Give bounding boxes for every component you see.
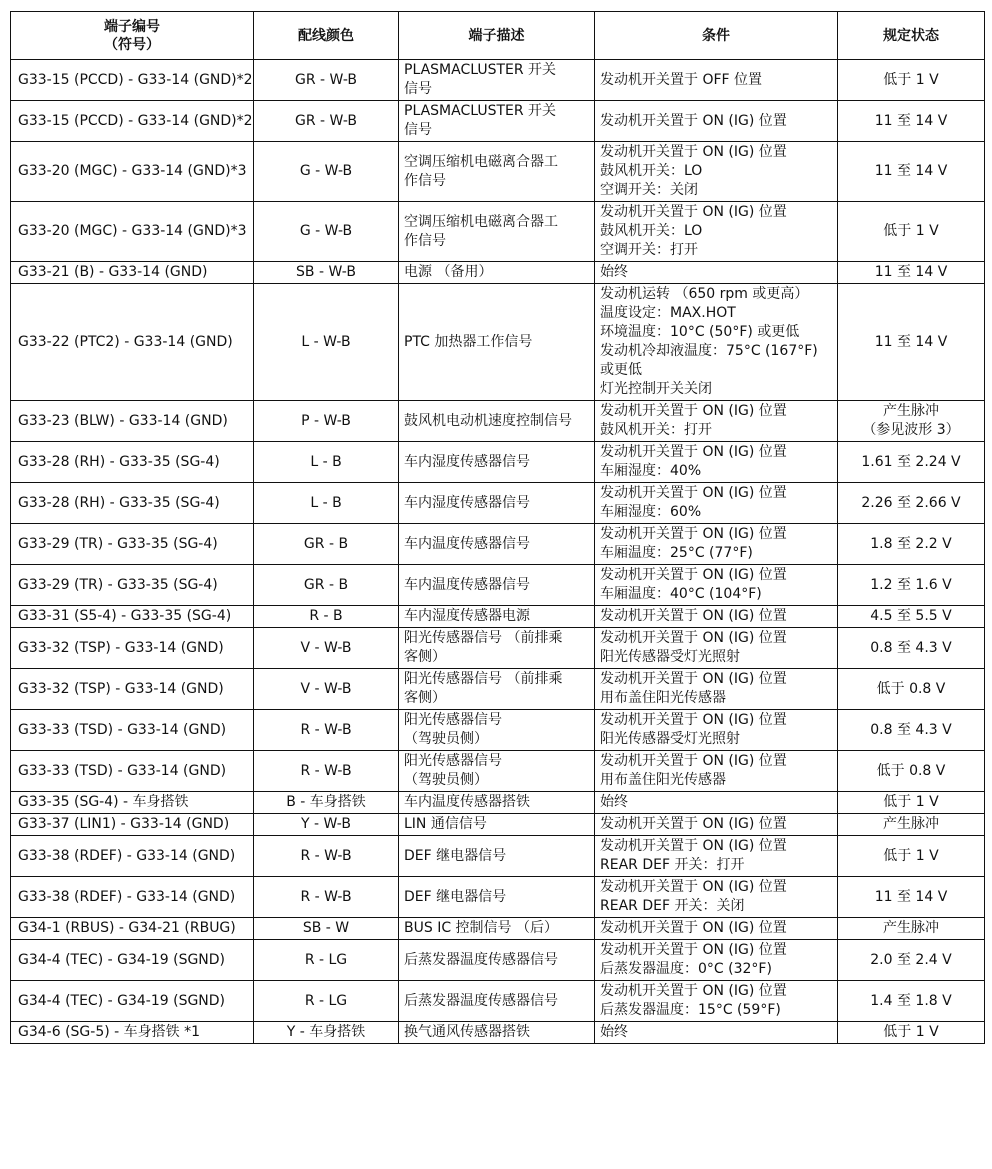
condition-cell-line: 温度设定：MAX.HOT <box>600 305 736 321</box>
condition-cell-line: 空调开关：打开 <box>600 242 698 258</box>
condition-cell-line: 或更低 <box>600 362 642 378</box>
description-cell-line: 阳光传感器信号 <box>404 753 502 769</box>
table-row <box>11 565 985 606</box>
specified-condition-cell <box>838 483 985 524</box>
specified-condition-cell-line: 1.4 至 1.8 V <box>870 992 952 1009</box>
terminal-cell: G33-32 (TSP) - G33-14 (GND) <box>11 628 254 669</box>
specified-condition-cell-line: 2.26 至 2.66 V <box>861 494 961 511</box>
condition-cell <box>595 262 838 284</box>
wiring-color-cell: Y - 车身搭铁 <box>254 1022 399 1044</box>
table-row <box>11 262 985 284</box>
description-cell <box>399 628 595 669</box>
wiring-color-cell: R - W-B <box>254 877 399 918</box>
description-cell-line: 阳光传感器信号 （前排乘 <box>404 630 563 646</box>
description-cell-line: （驾驶员侧） <box>404 772 488 788</box>
condition-cell-line: 发动机开关置于 ON (IG) 位置 <box>600 567 787 583</box>
table-row <box>11 940 985 981</box>
terminal-cell: G33-38 (RDEF) - G33-14 (GND) <box>11 836 254 877</box>
condition-cell-line: 发动机开关置于 ON (IG) 位置 <box>600 630 787 646</box>
specified-condition-cell <box>838 710 985 751</box>
specified-condition-cell <box>838 669 985 710</box>
table-header-row <box>11 12 985 60</box>
specified-condition-cell-line: 1.8 至 2.2 V <box>870 535 952 552</box>
terminal-cell: G33-20 (MGC) - G33-14 (GND)*3 <box>11 142 254 202</box>
description-cell-line: 作信号 <box>404 172 446 189</box>
condition-cell-line: 发动机开关置于 ON (IG) 位置 <box>600 204 787 220</box>
terminal-cell: G33-29 (TR) - G33-35 (SG-4) <box>11 565 254 606</box>
specified-condition-cell <box>838 1022 985 1044</box>
condition-cell-line: 灯光控制开关关闭 <box>600 381 712 397</box>
description-cell-line: PLASMACLUSTER 开关 <box>404 103 557 119</box>
condition-cell <box>595 877 838 918</box>
condition-cell-line: 发动机开关置于 ON (IG) 位置 <box>600 753 787 769</box>
table-row <box>11 814 985 836</box>
description-cell-line: 车内温度传感器信号 <box>404 576 530 593</box>
specified-condition-cell-line: 11 至 14 V <box>874 333 948 350</box>
wiring-color-cell: R - LG <box>254 940 399 981</box>
table-row <box>11 1022 985 1044</box>
description-cell-line: PLASMACLUSTER 开关 <box>404 62 557 78</box>
table-row <box>11 918 985 940</box>
specified-condition-cell-line: 11 至 14 V <box>874 163 948 179</box>
wiring-color-cell: R - B <box>254 606 399 628</box>
specified-condition-cell <box>838 836 985 877</box>
terminal-inspection-table <box>10 11 985 1044</box>
specified-condition-cell-line: 产生脉冲 <box>883 920 939 936</box>
condition-cell <box>595 284 838 401</box>
condition-cell <box>595 1022 838 1044</box>
description-cell-line: 电源 （备用） <box>404 264 493 280</box>
specified-condition-cell-line: 0.8 至 4.3 V <box>870 721 952 738</box>
specified-condition-cell <box>838 981 985 1022</box>
wiring-color-cell: L - W-B <box>254 284 399 401</box>
table-body <box>11 60 985 1044</box>
description-cell <box>399 792 595 814</box>
header-wiring-color: 配线颜色 <box>254 12 399 60</box>
terminal-cell: G33-28 (RH) - G33-35 (SG-4) <box>11 483 254 524</box>
condition-cell-line: 发动机冷却液温度：75°C (167°F) <box>600 343 818 359</box>
table-row <box>11 606 985 628</box>
condition-cell <box>595 918 838 940</box>
terminal-cell: G33-15 (PCCD) - G33-14 (GND)*2 <box>11 101 254 142</box>
specified-condition-cell-line: 低于 1 V <box>883 223 939 239</box>
description-cell <box>399 202 595 262</box>
specified-condition-cell <box>838 524 985 565</box>
specified-condition-cell <box>838 284 985 401</box>
table-row <box>11 101 985 142</box>
condition-cell <box>595 751 838 792</box>
description-cell <box>399 442 595 483</box>
description-cell <box>399 877 595 918</box>
wiring-color-cell: R - LG <box>254 981 399 1022</box>
terminal-cell: G33-23 (BLW) - G33-14 (GND) <box>11 401 254 442</box>
condition-cell-line: 鼓风机开关：打开 <box>600 422 712 438</box>
terminal-cell: G33-33 (TSD) - G33-14 (GND) <box>11 710 254 751</box>
wiring-color-cell: G - W-B <box>254 142 399 202</box>
table-row <box>11 751 985 792</box>
condition-cell <box>595 524 838 565</box>
description-cell <box>399 918 595 940</box>
specified-condition-cell <box>838 606 985 628</box>
wiring-color-cell: G - W-B <box>254 202 399 262</box>
wiring-color-cell: GR - W-B <box>254 60 399 101</box>
wiring-color-cell: R - W-B <box>254 710 399 751</box>
description-cell-line: LIN 通信信号 <box>404 816 487 832</box>
condition-cell-line: 发动机开关置于 ON (IG) 位置 <box>600 485 787 501</box>
table-row <box>11 60 985 101</box>
specified-condition-cell-line: 低于 1 V <box>883 1024 939 1040</box>
condition-cell-line: 后蒸发器温度：15°C (59°F) <box>600 1002 781 1018</box>
description-cell <box>399 483 595 524</box>
table-row <box>11 483 985 524</box>
condition-cell-line: 鼓风机开关：LO <box>600 163 703 179</box>
condition-cell-line: REAR DEF 开关：关闭 <box>600 898 745 914</box>
condition-cell-line: 发动机开关置于 ON (IG) 位置 <box>600 816 787 832</box>
condition-cell <box>595 710 838 751</box>
terminal-cell: G33-38 (RDEF) - G33-14 (GND) <box>11 877 254 918</box>
description-cell <box>399 262 595 284</box>
description-cell-line: 后蒸发器温度传感器信号 <box>404 951 558 968</box>
terminal-cell: G33-22 (PTC2) - G33-14 (GND) <box>11 284 254 401</box>
description-cell <box>399 565 595 606</box>
terminal-cell: G33-32 (TSP) - G33-14 (GND) <box>11 669 254 710</box>
condition-cell <box>595 142 838 202</box>
description-cell <box>399 606 595 628</box>
description-cell-line: 信号 <box>404 81 432 97</box>
condition-cell-line: 空调开关：关闭 <box>600 182 698 198</box>
description-cell <box>399 669 595 710</box>
description-cell-line: 空调压缩机电磁离合器工 <box>404 213 558 230</box>
specified-condition-cell <box>838 814 985 836</box>
terminal-cell: G33-20 (MGC) - G33-14 (GND)*3 <box>11 202 254 262</box>
condition-cell-line: 阳光传感器受灯光照射 <box>600 649 740 665</box>
header-specified-condition: 规定状态 <box>838 12 985 60</box>
description-cell <box>399 940 595 981</box>
specified-condition-cell <box>838 142 985 202</box>
specified-condition-cell <box>838 751 985 792</box>
specified-condition-cell-line: 1.61 至 2.24 V <box>861 453 961 470</box>
condition-cell-line: 发动机开关置于 ON (IG) 位置 <box>600 444 787 460</box>
terminal-cell: G33-15 (PCCD) - G33-14 (GND)*2 <box>11 60 254 101</box>
specified-condition-cell <box>838 202 985 262</box>
specified-condition-cell <box>838 940 985 981</box>
terminal-cell: G33-31 (S5-4) - G33-35 (SG-4) <box>11 606 254 628</box>
description-cell-line: 车内温度传感器信号 <box>404 535 530 552</box>
description-cell <box>399 401 595 442</box>
specified-condition-cell-line: 11 至 14 V <box>874 112 948 129</box>
header-terminal-description: 端子描述 <box>399 12 595 60</box>
terminal-cell: G33-29 (TR) - G33-35 (SG-4) <box>11 524 254 565</box>
terminal-cell: G33-28 (RH) - G33-35 (SG-4) <box>11 442 254 483</box>
specified-condition-cell-line: 11 至 14 V <box>874 888 948 905</box>
table-row <box>11 877 985 918</box>
condition-cell <box>595 792 838 814</box>
specified-condition-cell <box>838 877 985 918</box>
table-row <box>11 710 985 751</box>
condition-cell-line: 发动机开关置于 ON (IG) 位置 <box>600 920 787 936</box>
specified-condition-cell-line: 产生脉冲 <box>883 816 939 832</box>
condition-cell-line: 用布盖住阳光传感器 <box>600 772 726 788</box>
specified-condition-cell-line: 11 至 14 V <box>874 264 948 280</box>
condition-cell-line: 发动机开关置于 ON (IG) 位置 <box>600 983 787 999</box>
condition-cell <box>595 401 838 442</box>
condition-cell-line: 始终 <box>600 1024 628 1040</box>
condition-cell <box>595 814 838 836</box>
wiring-color-cell: P - W-B <box>254 401 399 442</box>
condition-cell <box>595 565 838 606</box>
wiring-color-cell: L - B <box>254 483 399 524</box>
wiring-color-cell: V - W-B <box>254 669 399 710</box>
condition-cell <box>595 202 838 262</box>
header-condition: 条件 <box>595 12 838 60</box>
specified-condition-cell <box>838 401 985 442</box>
terminal-cell: G33-21 (B) - G33-14 (GND) <box>11 262 254 284</box>
description-cell-line: 换气通风传感器搭铁 <box>404 1024 530 1040</box>
condition-cell-line: 发动机开关置于 ON (IG) 位置 <box>600 403 787 419</box>
table-row <box>11 142 985 202</box>
terminal-cell: G34-1 (RBUS) - G34-21 (RBUG) <box>11 918 254 940</box>
condition-cell <box>595 101 838 142</box>
terminal-cell: G34-6 (SG-5) - 车身搭铁 *1 <box>11 1022 254 1044</box>
description-cell-line: 信号 <box>404 122 432 138</box>
specified-condition-cell <box>838 60 985 101</box>
condition-cell-line: 阳光传感器受灯光照射 <box>600 731 740 747</box>
description-cell-line: 车内湿度传感器信号 <box>404 453 530 470</box>
specified-condition-cell <box>838 792 985 814</box>
wiring-color-cell: V - W-B <box>254 628 399 669</box>
wiring-color-cell: R - W-B <box>254 751 399 792</box>
condition-cell-line: 发动机运转 （650 rpm 或更高） <box>600 286 809 302</box>
description-cell <box>399 142 595 202</box>
specified-condition-cell <box>838 442 985 483</box>
specified-condition-cell-line: 4.5 至 5.5 V <box>870 608 952 624</box>
specified-condition-cell <box>838 628 985 669</box>
wiring-color-cell: SB - W-B <box>254 262 399 284</box>
condition-cell-line: 发动机开关置于 ON (IG) 位置 <box>600 942 787 958</box>
description-cell-line: 车内湿度传感器电源 <box>404 608 530 624</box>
table-row <box>11 442 985 483</box>
specified-condition-cell-line: 2.0 至 2.4 V <box>870 951 952 968</box>
condition-cell-line: 发动机开关置于 ON (IG) 位置 <box>600 608 787 624</box>
condition-cell <box>595 940 838 981</box>
specified-condition-cell-line: 1.2 至 1.6 V <box>870 576 952 593</box>
condition-cell-line: 发动机开关置于 ON (IG) 位置 <box>600 526 787 542</box>
table-row <box>11 981 985 1022</box>
table-row <box>11 628 985 669</box>
condition-cell <box>595 442 838 483</box>
condition-cell-line: 始终 <box>600 794 628 810</box>
description-cell-line: 鼓风机电动机速度控制信号 <box>404 412 572 429</box>
description-cell-line: DEF 继电器信号 <box>404 847 507 864</box>
condition-cell <box>595 981 838 1022</box>
condition-cell-line: 鼓风机开关：LO <box>600 223 703 239</box>
description-cell <box>399 524 595 565</box>
description-cell <box>399 101 595 142</box>
specified-condition-cell-line: 低于 1 V <box>883 71 939 88</box>
condition-cell-line: 发动机开关置于 ON (IG) 位置 <box>600 112 787 129</box>
wiring-color-cell: GR - B <box>254 524 399 565</box>
condition-cell-line: 环境温度：10°C (50°F) 或更低 <box>600 324 800 340</box>
wiring-color-cell: B - 车身搭铁 <box>254 792 399 814</box>
condition-cell <box>595 669 838 710</box>
wiring-color-cell: GR - W-B <box>254 101 399 142</box>
description-cell-line: PTC 加热器工作信号 <box>404 333 533 350</box>
description-cell-line: 空调压缩机电磁离合器工 <box>404 153 558 170</box>
specified-condition-cell <box>838 918 985 940</box>
description-cell <box>399 836 595 877</box>
condition-cell-line: 发动机开关置于 ON (IG) 位置 <box>600 838 787 854</box>
condition-cell-line: 后蒸发器温度：0°C (32°F) <box>600 961 772 977</box>
table-row <box>11 401 985 442</box>
table-row <box>11 669 985 710</box>
condition-cell-line: 发动机开关置于 OFF 位置 <box>600 71 763 88</box>
description-cell-line: 车内温度传感器搭铁 <box>404 794 530 810</box>
description-cell-line: BUS IC 控制信号 （后） <box>404 920 558 936</box>
specified-condition-cell-line: 低于 0.8 V <box>876 680 946 697</box>
terminal-cell: G33-37 (LIN1) - G33-14 (GND) <box>11 814 254 836</box>
table-row <box>11 792 985 814</box>
specified-condition-cell <box>838 565 985 606</box>
condition-cell <box>595 483 838 524</box>
terminal-cell: G34-4 (TEC) - G34-19 (SGND) <box>11 940 254 981</box>
specified-condition-cell <box>838 101 985 142</box>
terminal-cell: G33-33 (TSD) - G33-14 (GND) <box>11 751 254 792</box>
condition-cell-line: REAR DEF 开关：打开 <box>600 857 745 873</box>
specified-condition-cell-line: 低于 0.8 V <box>876 762 946 779</box>
description-cell-line: 客侧） <box>404 649 446 665</box>
description-cell <box>399 751 595 792</box>
description-cell <box>399 814 595 836</box>
specified-condition-cell <box>838 262 985 284</box>
specified-condition-cell-line: 0.8 至 4.3 V <box>870 639 952 656</box>
description-cell-line: DEF 继电器信号 <box>404 888 507 905</box>
condition-cell-line: 发动机开关置于 ON (IG) 位置 <box>600 879 787 895</box>
table-row <box>11 524 985 565</box>
condition-cell-line: 始终 <box>600 264 628 280</box>
terminal-cell: G34-4 (TEC) - G34-19 (SGND) <box>11 981 254 1022</box>
description-cell-line: 作信号 <box>404 232 446 249</box>
wiring-color-cell: Y - W-B <box>254 814 399 836</box>
description-cell-line: 客侧） <box>404 690 446 706</box>
description-cell <box>399 710 595 751</box>
wiring-color-cell: GR - B <box>254 565 399 606</box>
condition-cell <box>595 628 838 669</box>
condition-cell-line: 车厢湿度：40% <box>600 463 702 479</box>
specified-condition-cell-line: 产生脉冲 <box>883 403 939 419</box>
condition-cell-line: 车厢温度：40°C (104°F) <box>600 586 762 602</box>
table-row <box>11 836 985 877</box>
table-row <box>11 284 985 401</box>
specified-condition-cell-line: 低于 1 V <box>883 847 939 864</box>
terminal-cell: G33-35 (SG-4) - 车身搭铁 <box>11 792 254 814</box>
description-cell-line: 阳光传感器信号 （前排乘 <box>404 671 563 687</box>
description-cell <box>399 60 595 101</box>
header-terminal: 端子编号 （符号） <box>11 12 254 60</box>
condition-cell-line: 发动机开关置于 ON (IG) 位置 <box>600 671 787 687</box>
specified-condition-cell-line: （参见波形 3） <box>862 422 960 438</box>
description-cell <box>399 981 595 1022</box>
description-cell-line: 阳光传感器信号 <box>404 712 502 728</box>
condition-cell <box>595 836 838 877</box>
condition-cell-line: 发动机开关置于 ON (IG) 位置 <box>600 144 787 160</box>
description-cell <box>399 1022 595 1044</box>
table-row <box>11 202 985 262</box>
condition-cell-line: 车厢温度：25°C (77°F) <box>600 545 753 561</box>
description-cell-line: （驾驶员侧） <box>404 731 488 747</box>
description-cell-line: 后蒸发器温度传感器信号 <box>404 992 558 1009</box>
condition-cell-line: 用布盖住阳光传感器 <box>600 690 726 706</box>
condition-cell-line: 车厢湿度：60% <box>600 504 702 520</box>
wiring-color-cell: L - B <box>254 442 399 483</box>
specified-condition-cell-line: 低于 1 V <box>883 794 939 810</box>
condition-cell <box>595 60 838 101</box>
description-cell <box>399 284 595 401</box>
wiring-color-cell: SB - W <box>254 918 399 940</box>
description-cell-line: 车内湿度传感器信号 <box>404 494 530 511</box>
wiring-color-cell: R - W-B <box>254 836 399 877</box>
condition-cell <box>595 606 838 628</box>
condition-cell-line: 发动机开关置于 ON (IG) 位置 <box>600 712 787 728</box>
